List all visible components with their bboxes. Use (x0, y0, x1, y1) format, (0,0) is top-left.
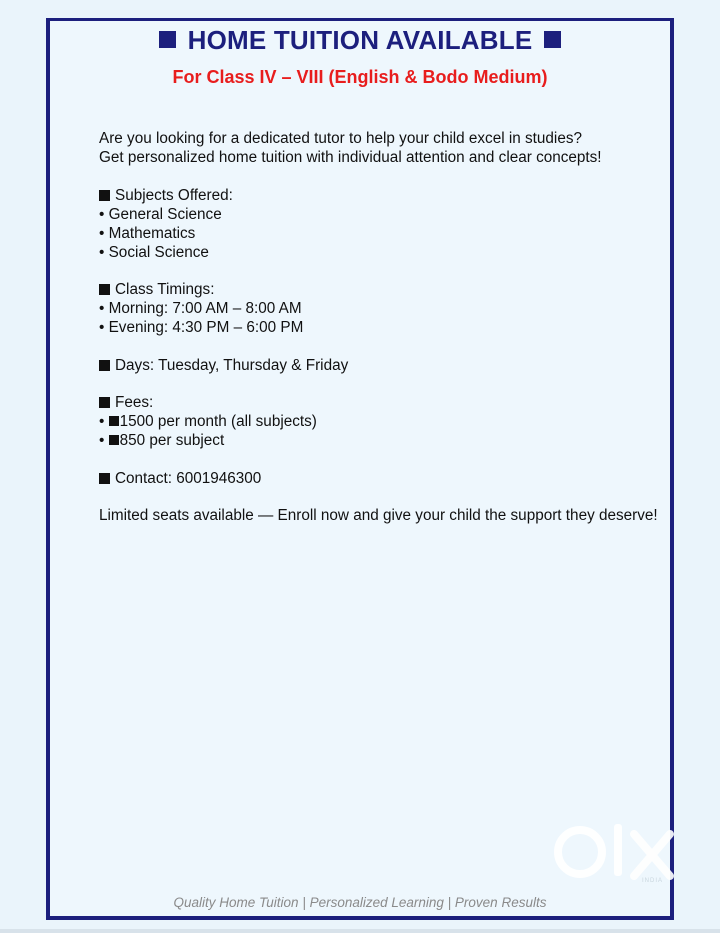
subject-item: • Social Science (99, 243, 209, 261)
page-title (50, 25, 670, 56)
intro-line: Are you looking for a dedicated tutor to help your child excel in studies? (99, 130, 582, 147)
days-line: Days: Tuesday, Thursday & Friday (99, 356, 689, 375)
currency-square-icon (109, 416, 119, 426)
square-bullet-icon (99, 360, 110, 371)
title-text: HOME TUITION AVAILABLE (187, 25, 533, 55)
timings-heading: Class Timings: (99, 280, 689, 299)
subject-item: • Mathematics (99, 224, 196, 242)
square-bullet-icon (99, 284, 110, 295)
subtitle: For Class IV – VIII (English & Bodo Medium) (172, 67, 548, 87)
footer-tagline: Quality Home Tuition | Personalized Learning | Proven Results (173, 895, 547, 910)
subjects-heading: Subjects Offered: (99, 186, 689, 205)
intro-line: Get personalized home tuition with individual attention and clear concepts! (99, 149, 602, 166)
square-bullet-icon (159, 31, 176, 48)
timing-item: • Morning: 7:00 AM – 8:00 AM (99, 300, 302, 317)
square-bullet-icon (544, 31, 561, 48)
fees-heading: Fees: (99, 393, 689, 412)
subject-item: • General Science (99, 205, 222, 223)
flyer-content (99, 129, 689, 525)
timing-item: • Evening: 4:30 PM – 6:00 PM (99, 319, 304, 336)
square-bullet-icon (99, 397, 110, 408)
fee-item: • 1500 per month (all subjects) (99, 413, 317, 430)
fee-item: • 850 per subject (99, 432, 225, 449)
square-bullet-icon (99, 473, 110, 484)
square-bullet-icon (99, 190, 110, 201)
bottom-edge (0, 929, 720, 933)
closing-line: Limited seats available — Enroll now and give your child the support they deserve! (99, 507, 658, 524)
currency-square-icon (109, 435, 119, 445)
contact-line: Contact: 6001946300 (99, 469, 689, 488)
flyer-frame (46, 18, 674, 920)
olx-watermark-subtext: INDIA (642, 878, 664, 884)
